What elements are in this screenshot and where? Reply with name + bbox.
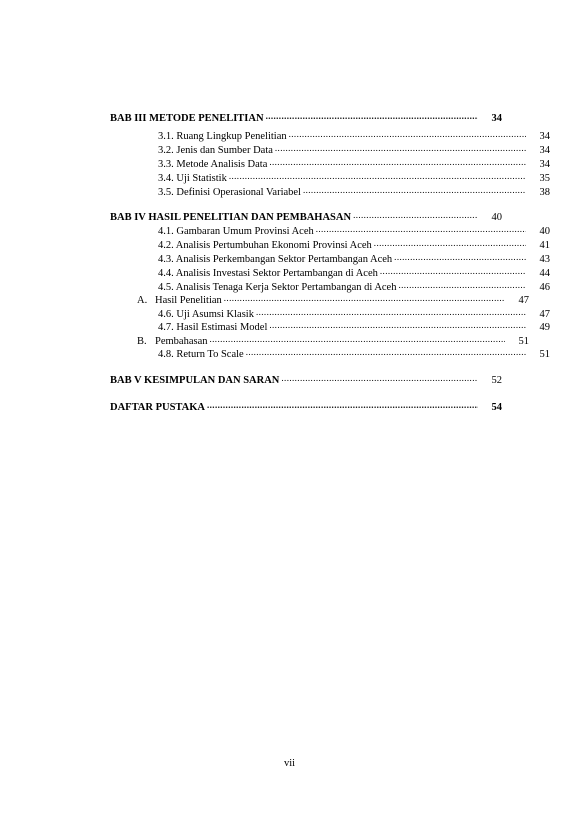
toc-entry-label: 3.2. Jenis dan Sumber Data — [158, 145, 273, 156]
toc-leader — [210, 334, 506, 344]
toc-entry-label: 4.3. Analisis Perkembangan Sektor Pertambangan Aceh — [158, 254, 393, 265]
toc-leader — [224, 293, 505, 303]
toc-entry-label: 4.7. Hasil Estimasi Model — [158, 322, 268, 333]
toc-entry — [110, 252, 550, 266]
toc-section-title: Hasil Penelitian — [155, 295, 222, 306]
toc-chapter-bab4 — [110, 210, 502, 224]
toc-leader — [256, 307, 526, 317]
toc-chapter-title: BAB V KESIMPULAN DAN SARAN — [110, 375, 280, 386]
toc-entry-label: 4.1. Gambaran Umum Provinsi Aceh — [158, 226, 314, 237]
toc-entry — [110, 157, 550, 171]
toc-page-number: 46 — [539, 282, 550, 293]
toc-leader — [374, 238, 526, 248]
toc-leader — [380, 266, 526, 276]
toc-entry — [110, 307, 550, 321]
toc-section-label — [137, 294, 222, 307]
toc-leader — [229, 171, 526, 181]
toc-leader — [289, 129, 526, 139]
toc-entry — [110, 320, 550, 334]
toc-page-number: 51 — [539, 349, 550, 360]
toc-entry — [110, 143, 550, 157]
toc-entry — [110, 224, 550, 238]
toc-chapter-title: DAFTAR PUSTAKA — [110, 402, 205, 413]
toc-entry-label: 3.4. Uji Statistik — [158, 173, 227, 184]
toc-page-number: 43 — [539, 254, 550, 265]
toc-chapter-daftar-pustaka — [110, 400, 502, 414]
toc-chapter-bab5 — [110, 373, 502, 387]
toc-section-letter: B. — [137, 336, 147, 347]
toc-leader — [394, 252, 526, 262]
toc-section-letter: A. — [137, 295, 148, 306]
toc-entry-label: 3.5. Definisi Operasional Variabel — [158, 187, 301, 198]
toc-entry-label: 4.2. Analisis Pertumbuhan Ekonomi Provinsi Aceh — [158, 240, 372, 251]
toc-leader — [266, 111, 478, 121]
toc-section-title: Pembahasan — [155, 336, 208, 347]
toc-entry — [110, 185, 550, 199]
toc-page-number: 34 — [539, 131, 550, 142]
toc-leader — [316, 224, 526, 234]
toc-page-number: 54 — [491, 402, 502, 413]
toc-entry — [110, 171, 550, 185]
toc-leader — [275, 143, 526, 153]
toc-leader — [207, 400, 478, 410]
toc-entry-label: 3.3. Metode Analisis Data — [158, 159, 268, 170]
toc-page-number: 47 — [539, 309, 550, 320]
toc-entry — [110, 347, 550, 361]
toc-chapter-bab3 — [110, 111, 502, 125]
toc-page-number: 40 — [491, 212, 502, 223]
toc-entry — [110, 266, 550, 280]
toc-chapter-title: BAB III METODE PENELITIAN — [110, 113, 264, 124]
toc-entry-label: 4.8. Return To Scale — [158, 349, 244, 360]
toc-page-number: 44 — [539, 268, 550, 279]
toc-leader — [303, 185, 526, 195]
toc-page-number: 34 — [539, 159, 550, 170]
page-number: vii — [283, 758, 296, 769]
toc-entry — [110, 129, 550, 143]
toc-page-number: 47 — [518, 295, 529, 306]
toc-page-number: 34 — [539, 145, 550, 156]
toc-page-number: 40 — [539, 226, 550, 237]
toc-leader — [353, 210, 478, 220]
toc-page-number: 38 — [539, 187, 550, 198]
toc-entry — [110, 238, 550, 252]
toc-page-number: 52 — [491, 375, 502, 386]
toc-leader — [269, 320, 526, 330]
toc-page-number: 49 — [539, 322, 550, 333]
toc-entry-label: 4.4. Analisis Investasi Sektor Pertambangan di Aceh — [158, 268, 378, 279]
toc-page-number: 35 — [539, 173, 550, 184]
toc-chapter-title: BAB IV HASIL PENELITIAN DAN PEMBAHASAN — [110, 212, 352, 223]
toc-section-a — [110, 293, 529, 307]
toc-page-number: 41 — [539, 240, 550, 251]
toc-section-b — [110, 334, 529, 348]
toc-entry — [110, 280, 550, 294]
toc-page-number: 34 — [491, 113, 502, 124]
toc-leader — [269, 157, 526, 167]
toc-leader — [281, 373, 478, 383]
toc-leader — [246, 347, 526, 357]
toc-page-number: 51 — [518, 336, 529, 347]
toc-entry-label: 4.6. Uji Asumsi Klasik — [158, 309, 254, 320]
toc-leader — [398, 280, 526, 290]
toc-entry-label: 3.1. Ruang Lingkup Penelitian — [158, 131, 287, 142]
toc-entry-label: 4.5. Analisis Tenaga Kerja Sektor Pertambangan di Aceh — [158, 282, 397, 293]
